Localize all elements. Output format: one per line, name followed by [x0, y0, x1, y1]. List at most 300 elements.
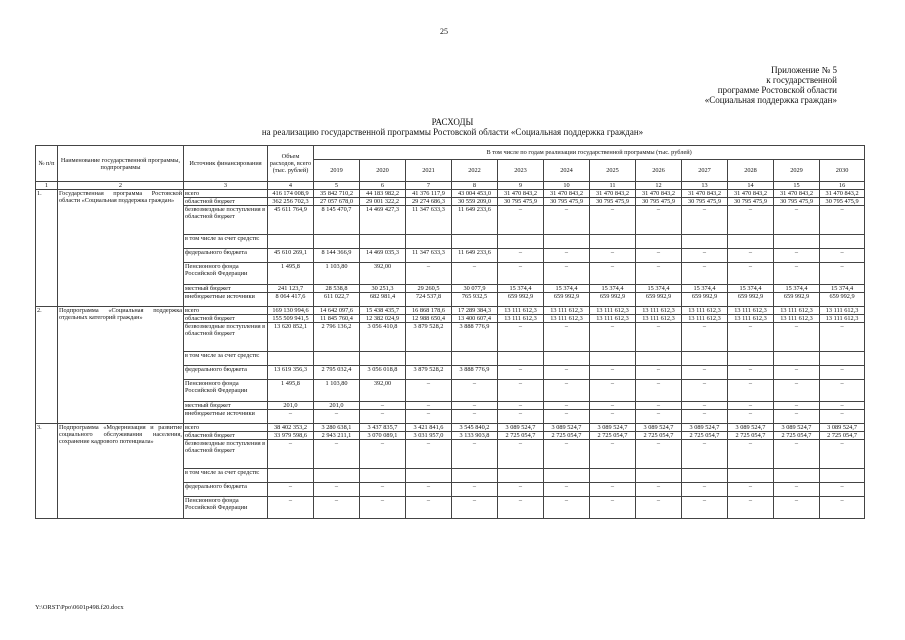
year-value	[406, 352, 452, 366]
year-value: 44 183 982,2	[360, 190, 406, 198]
year-value: –	[728, 497, 774, 519]
year-value: 3 089 524,7	[728, 424, 774, 432]
appendix-line: Приложение № 5	[771, 65, 837, 75]
year-value	[498, 235, 544, 249]
header-year: 2028	[728, 160, 774, 182]
year-value: –	[360, 440, 406, 469]
header-year: 2023	[498, 160, 544, 182]
year-value	[360, 469, 406, 483]
year-value: 15 374,4	[774, 285, 820, 293]
year-value: –	[636, 206, 682, 235]
appendix-line: программе Ростовской области	[717, 85, 837, 95]
year-value: –	[682, 402, 728, 410]
table-row	[36, 190, 865, 198]
funding-source: Пенсионного фонда Российской Федерации	[184, 263, 268, 285]
year-value	[636, 235, 682, 249]
year-value: 11 347 633,3	[406, 249, 452, 263]
year-value: –	[590, 410, 636, 424]
year-value: –	[820, 263, 865, 285]
year-value: 13 111 612,3	[820, 315, 865, 323]
year-value: –	[820, 410, 865, 424]
year-value	[590, 352, 636, 366]
year-value: –	[590, 380, 636, 402]
year-value: 30 795 475,9	[590, 198, 636, 206]
year-value: –	[774, 483, 820, 497]
year-value: –	[774, 410, 820, 424]
funding-source: безвозмездные поступления в областной бюджет	[184, 206, 268, 235]
year-value: 43 004 453,0	[452, 190, 498, 198]
year-value	[682, 469, 728, 483]
year-value: 682 981,4	[360, 293, 406, 307]
year-value: –	[590, 249, 636, 263]
year-value: 3 089 524,7	[544, 424, 590, 432]
year-value: 30 559 209,0	[452, 198, 498, 206]
year-value: 659 992,9	[544, 293, 590, 307]
year-value: –	[452, 483, 498, 497]
year-value: 30 077,9	[452, 285, 498, 293]
year-value: –	[544, 323, 590, 352]
year-value: 3 070 089,1	[360, 432, 406, 440]
year-value: –	[590, 263, 636, 285]
year-value: 13 111 612,3	[728, 315, 774, 323]
page-number: 25	[440, 27, 448, 36]
year-value: –	[452, 263, 498, 285]
year-value: –	[682, 263, 728, 285]
year-value: –	[820, 440, 865, 469]
year-value: –	[682, 323, 728, 352]
year-value: 659 992,9	[728, 293, 774, 307]
funding-source: областной бюджет	[184, 198, 268, 206]
total-value: 1 495,8	[268, 380, 314, 402]
year-value: –	[406, 380, 452, 402]
year-value: –	[774, 380, 820, 402]
year-value: –	[728, 323, 774, 352]
year-value	[728, 235, 774, 249]
year-value	[406, 235, 452, 249]
year-value: 765 932,5	[452, 293, 498, 307]
year-value: 3 089 524,7	[498, 424, 544, 432]
year-value: –	[728, 402, 774, 410]
year-value: 659 992,9	[774, 293, 820, 307]
year-value: 15 374,4	[590, 285, 636, 293]
year-value: –	[774, 366, 820, 380]
year-value: –	[590, 323, 636, 352]
year-value: –	[774, 249, 820, 263]
total-value: 416 174 008,9	[268, 190, 314, 198]
year-value	[452, 235, 498, 249]
year-value: 12 382 024,9	[360, 315, 406, 323]
year-value: –	[544, 380, 590, 402]
year-value: 11 649 233,6	[452, 206, 498, 235]
year-value: –	[682, 483, 728, 497]
year-value: 3 879 528,2	[406, 323, 452, 352]
year-value	[820, 235, 865, 249]
year-value: –	[498, 497, 544, 519]
total-value	[268, 469, 314, 483]
funding-source: всего	[184, 190, 268, 198]
year-value	[774, 352, 820, 366]
year-value: –	[636, 323, 682, 352]
funding-source: Пенсионного фонда Российской Федерации	[184, 380, 268, 402]
header-year: 2025	[590, 160, 636, 182]
year-value	[452, 469, 498, 483]
year-value: –	[360, 410, 406, 424]
total-value: 201,0	[268, 402, 314, 410]
header-year: 2021	[406, 160, 452, 182]
year-value: –	[774, 497, 820, 519]
year-value: 35 842 710,2	[314, 190, 360, 198]
year-value: –	[452, 440, 498, 469]
year-value: –	[360, 483, 406, 497]
year-value: –	[544, 483, 590, 497]
total-value: 241 123,7	[268, 285, 314, 293]
total-value: 45 611 764,9	[268, 206, 314, 235]
year-value: –	[498, 402, 544, 410]
year-value: 14 469 427,3	[360, 206, 406, 235]
year-value: 31 470 843,2	[820, 190, 865, 198]
year-value: 3 437 835,7	[360, 424, 406, 432]
year-value: –	[728, 440, 774, 469]
year-value	[314, 352, 360, 366]
total-value	[268, 235, 314, 249]
year-value	[360, 235, 406, 249]
funding-source: всего	[184, 307, 268, 315]
total-value: –	[268, 483, 314, 497]
year-value	[314, 469, 360, 483]
header-year: 2030	[820, 160, 865, 182]
year-value: –	[728, 206, 774, 235]
total-value: –	[268, 497, 314, 519]
year-value: –	[498, 323, 544, 352]
expenses-table	[35, 145, 865, 519]
funding-source: областной бюджет	[184, 315, 268, 323]
year-value: 3 545 840,2	[452, 424, 498, 432]
year-value	[452, 352, 498, 366]
year-value: 2 725 054,7	[636, 432, 682, 440]
year-value	[636, 352, 682, 366]
year-value: –	[636, 402, 682, 410]
year-value: –	[406, 497, 452, 519]
year-value: 3 888 776,9	[452, 366, 498, 380]
year-value: 15 374,4	[498, 285, 544, 293]
year-value: 15 374,4	[682, 285, 728, 293]
year-value	[544, 235, 590, 249]
year-value: 3 089 524,7	[774, 424, 820, 432]
year-value: –	[774, 323, 820, 352]
year-value: 2 943 211,1	[314, 432, 360, 440]
total-value: 45 610 269,1	[268, 249, 314, 263]
appendix-line: «Социальная поддержка граждан»	[704, 95, 837, 105]
program-name: Подпрограмма «Модернизация и развитие социального обслуживания населения, сохранение кадрового потенциала»	[58, 424, 184, 519]
year-value: –	[636, 380, 682, 402]
year-value: –	[728, 249, 774, 263]
year-value: 29 274 686,3	[406, 198, 452, 206]
year-value: –	[636, 263, 682, 285]
year-value: 659 992,9	[682, 293, 728, 307]
year-value: 12 988 650,4	[406, 315, 452, 323]
year-value: 13 111 612,3	[728, 307, 774, 315]
year-value: –	[498, 206, 544, 235]
header-year: 2020	[360, 160, 406, 182]
year-value: 13 111 612,3	[590, 307, 636, 315]
funding-source: федерального бюджета	[184, 366, 268, 380]
year-value: 11 845 760,4	[314, 315, 360, 323]
year-value: 2 725 054,7	[590, 432, 636, 440]
year-value: 30 795 475,9	[498, 198, 544, 206]
funding-source: в том числе за счет средств:	[184, 352, 268, 366]
year-value: 2 725 054,7	[544, 432, 590, 440]
header-years-group: В том числе по годам реализации государственной программы (тыс. рублей)	[314, 146, 865, 160]
total-value: 38 402 353,2	[268, 424, 314, 432]
year-value	[498, 352, 544, 366]
year-value	[544, 352, 590, 366]
year-value	[820, 469, 865, 483]
year-value: 29 001 322,2	[360, 198, 406, 206]
year-value: –	[452, 497, 498, 519]
year-value: 13 111 612,3	[774, 307, 820, 315]
title-subtitle: на реализацию государственной программы Ростовской области «Социальная поддержка граждан»	[261, 127, 644, 137]
year-value: 724 537,8	[406, 293, 452, 307]
header-year: 2019	[314, 160, 360, 182]
year-value: 392,00	[360, 380, 406, 402]
year-value: 17 289 384,3	[452, 307, 498, 315]
column-index: 16	[820, 182, 865, 190]
year-value: –	[682, 380, 728, 402]
year-value: –	[820, 366, 865, 380]
table-row	[36, 307, 865, 315]
column-index: 1	[36, 182, 58, 190]
year-value	[360, 352, 406, 366]
total-value: –	[268, 440, 314, 469]
total-value: 155 509 941,5	[268, 315, 314, 323]
year-value: 31 470 843,2	[636, 190, 682, 198]
year-value: –	[544, 366, 590, 380]
year-value: –	[728, 366, 774, 380]
year-value	[314, 235, 360, 249]
year-value: –	[544, 263, 590, 285]
year-value: –	[820, 497, 865, 519]
file-path-footer: Y:\ORST\Ppo\0601p498.f20.docx	[35, 604, 124, 611]
year-value: 15 374,4	[728, 285, 774, 293]
year-value	[544, 469, 590, 483]
year-value: 41 376 117,9	[406, 190, 452, 198]
year-value: –	[636, 497, 682, 519]
program-number: 1.	[36, 190, 58, 307]
year-value	[820, 352, 865, 366]
column-index: 15	[774, 182, 820, 190]
title-main: РАСХОДЫ	[431, 117, 474, 127]
year-value: –	[590, 366, 636, 380]
year-value	[498, 469, 544, 483]
year-value: 659 992,9	[498, 293, 544, 307]
appendix-block	[705, 65, 837, 105]
year-value: 3 056 018,8	[360, 366, 406, 380]
year-value: 13 111 612,3	[774, 315, 820, 323]
year-value: –	[682, 410, 728, 424]
year-value	[590, 469, 636, 483]
year-value: –	[406, 410, 452, 424]
year-value: –	[360, 497, 406, 519]
column-index: 3	[184, 182, 268, 190]
year-value: –	[498, 380, 544, 402]
year-value: –	[544, 440, 590, 469]
year-value: 16 868 178,6	[406, 307, 452, 315]
year-value: 13 111 612,3	[682, 307, 728, 315]
year-value: 8 144 366,9	[314, 249, 360, 263]
year-value	[728, 352, 774, 366]
year-value: 31 470 843,2	[774, 190, 820, 198]
year-value: 15 374,4	[544, 285, 590, 293]
year-value: 11 347 633,3	[406, 206, 452, 235]
year-value: –	[314, 483, 360, 497]
column-index: 10	[544, 182, 590, 190]
total-value: 33 979 598,6	[268, 432, 314, 440]
funding-source: федерального бюджета	[184, 249, 268, 263]
year-value: 8 145 470,7	[314, 206, 360, 235]
year-value: 31 470 843,2	[682, 190, 728, 198]
year-value: –	[682, 249, 728, 263]
year-value: –	[544, 402, 590, 410]
year-value: 659 992,9	[636, 293, 682, 307]
program-number: 2.	[36, 307, 58, 424]
column-index: 12	[636, 182, 682, 190]
year-value: 3 089 524,7	[820, 424, 865, 432]
column-index: 14	[728, 182, 774, 190]
program-name: Государственная программа Ростовской области «Социальная поддержка граждан»	[58, 190, 184, 307]
year-value: 30 251,3	[360, 285, 406, 293]
year-value: –	[314, 440, 360, 469]
year-value: –	[590, 206, 636, 235]
table-row	[36, 424, 865, 432]
funding-source: в том числе за счет средств:	[184, 235, 268, 249]
year-value: –	[820, 402, 865, 410]
year-value: –	[682, 206, 728, 235]
header-year: 2026	[636, 160, 682, 182]
total-value: –	[268, 410, 314, 424]
year-value: 30 795 475,9	[820, 198, 865, 206]
year-value: –	[820, 249, 865, 263]
year-value: 392,00	[360, 263, 406, 285]
year-value: 3 879 528,2	[406, 366, 452, 380]
year-value: –	[636, 483, 682, 497]
year-value: –	[728, 263, 774, 285]
year-value: –	[636, 366, 682, 380]
funding-source: безвозмездные поступления в областной бюджет	[184, 323, 268, 352]
year-value: 15 438 435,7	[360, 307, 406, 315]
year-value: 659 992,9	[590, 293, 636, 307]
year-value: 31 470 843,2	[590, 190, 636, 198]
year-value: –	[774, 402, 820, 410]
year-value: 2 725 054,7	[820, 432, 865, 440]
year-value: –	[406, 440, 452, 469]
funding-source: в том числе за счет средств:	[184, 469, 268, 483]
year-value: –	[590, 440, 636, 469]
funding-source: внебюджетные источники	[184, 293, 268, 307]
year-value: –	[820, 380, 865, 402]
header-num: № п/п	[36, 146, 58, 182]
year-value	[774, 469, 820, 483]
year-value: 13 111 612,3	[820, 307, 865, 315]
year-value: 3 133 903,8	[452, 432, 498, 440]
year-value: –	[314, 410, 360, 424]
funding-source: федерального бюджета	[184, 483, 268, 497]
year-value: –	[498, 249, 544, 263]
funding-source: безвозмездные поступления в областной бюджет	[184, 440, 268, 469]
column-index: 8	[452, 182, 498, 190]
funding-source: Пенсионного фонда Российской Федерации	[184, 497, 268, 519]
year-value: –	[820, 323, 865, 352]
year-value: –	[406, 402, 452, 410]
year-value: 11 649 233,6	[452, 249, 498, 263]
year-value: –	[774, 440, 820, 469]
year-value: 13 111 612,3	[498, 307, 544, 315]
funding-source: областной бюджет	[184, 432, 268, 440]
year-value: –	[406, 483, 452, 497]
year-value: 2 796 136,2	[314, 323, 360, 352]
funding-source: всего	[184, 424, 268, 432]
year-value: 3 280 638,1	[314, 424, 360, 432]
header-source: Источник финансирования	[184, 146, 268, 182]
year-value: –	[406, 263, 452, 285]
year-value: 3 031 957,0	[406, 432, 452, 440]
year-value: 3 056 410,8	[360, 323, 406, 352]
program-number: 3.	[36, 424, 58, 519]
year-value: –	[498, 483, 544, 497]
document-title	[0, 117, 905, 137]
header-name: Наименование государственной программы, подпрограммы	[58, 146, 184, 182]
year-value: 29 260,5	[406, 285, 452, 293]
column-index: 7	[406, 182, 452, 190]
total-value: 1 495,8	[268, 263, 314, 285]
year-value: 30 795 475,9	[728, 198, 774, 206]
column-index: 5	[314, 182, 360, 190]
year-value: –	[360, 402, 406, 410]
year-value: –	[728, 410, 774, 424]
year-value: 13 111 612,3	[498, 315, 544, 323]
year-value: 1 103,80	[314, 263, 360, 285]
total-value: 13 620 852,1	[268, 323, 314, 352]
year-value	[728, 469, 774, 483]
year-value: –	[728, 380, 774, 402]
funding-source: внебюджетные источники	[184, 410, 268, 424]
year-value: –	[452, 410, 498, 424]
total-value: 13 619 356,3	[268, 366, 314, 380]
year-value: 3 089 524,7	[590, 424, 636, 432]
funding-source: местный бюджет	[184, 285, 268, 293]
year-value: 1 103,80	[314, 380, 360, 402]
year-value: –	[682, 440, 728, 469]
year-value: 15 374,4	[820, 285, 865, 293]
year-value: 30 795 475,9	[544, 198, 590, 206]
header-volume: Объем расходов, всего (тыс. рублей)	[268, 146, 314, 182]
year-value: –	[498, 263, 544, 285]
total-value: 169 130 994,6	[268, 307, 314, 315]
year-value: –	[590, 483, 636, 497]
year-value: 13 111 612,3	[544, 307, 590, 315]
total-value: 362 256 702,3	[268, 198, 314, 206]
year-value: –	[636, 249, 682, 263]
year-value: 30 795 475,9	[682, 198, 728, 206]
year-value: 31 470 843,2	[544, 190, 590, 198]
year-value: 3 089 524,7	[636, 424, 682, 432]
year-value: –	[544, 206, 590, 235]
funding-source: местный бюджет	[184, 402, 268, 410]
year-value: –	[590, 402, 636, 410]
year-value: 30 795 475,9	[636, 198, 682, 206]
year-value: –	[498, 440, 544, 469]
year-value: 3 888 776,9	[452, 323, 498, 352]
year-value: 13 111 612,3	[682, 315, 728, 323]
